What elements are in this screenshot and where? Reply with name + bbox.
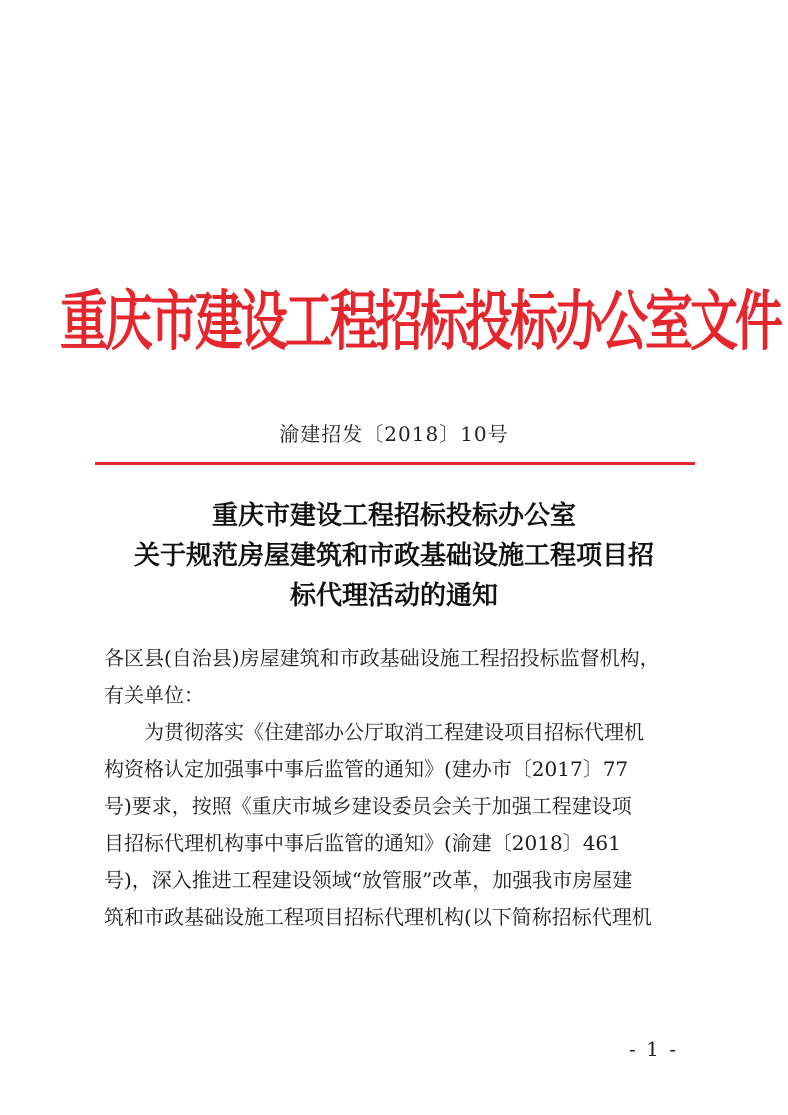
masthead-title: 重庆市建设工程招标投标办公室文件 — [60, 284, 781, 360]
body-paragraph-line: 号)要求，按照《重庆市城乡建设委员会关于加强工程建设项 — [104, 794, 632, 818]
body-paragraph-line: 目招标代理机构事中事后监管的通知》(渝建〔2018〕461 — [104, 831, 621, 855]
red-divider-line — [95, 462, 695, 465]
page-number: - 1 - — [629, 1037, 678, 1061]
body-paragraph-line: 为贯彻落实《住建部办公厅取消工程建设项目招标代理机 — [144, 720, 644, 744]
body-line-addressee: 各区县(自治县)房屋建筑和市政基础设施工程招投标监督机构， — [104, 646, 660, 670]
body-paragraph-line: 构资格认定加强事中事后监管的通知》(建办市〔2017〕77 — [104, 757, 629, 781]
body-paragraph-line: 筑和市政基础设施工程项目招标代理机构(以下简称招标代理机 — [104, 905, 652, 929]
document-number: 渝建招发〔2018〕10号 — [279, 422, 509, 446]
notice-title-line-3: 标代理活动的通知 — [289, 581, 498, 611]
notice-body — [104, 640, 694, 936]
body-paragraph-line: 号)，深入推进工程建设领域“放管服”改革，加强我市房屋建 — [104, 868, 633, 892]
notice-title — [80, 496, 708, 616]
notice-title-line-2: 关于规范房屋建筑和市政基础设施工程项目招 — [133, 541, 654, 571]
body-line-addressee-cont: 有关单位： — [104, 683, 204, 707]
notice-title-line-1: 重庆市建设工程招标投标办公室 — [211, 501, 576, 531]
